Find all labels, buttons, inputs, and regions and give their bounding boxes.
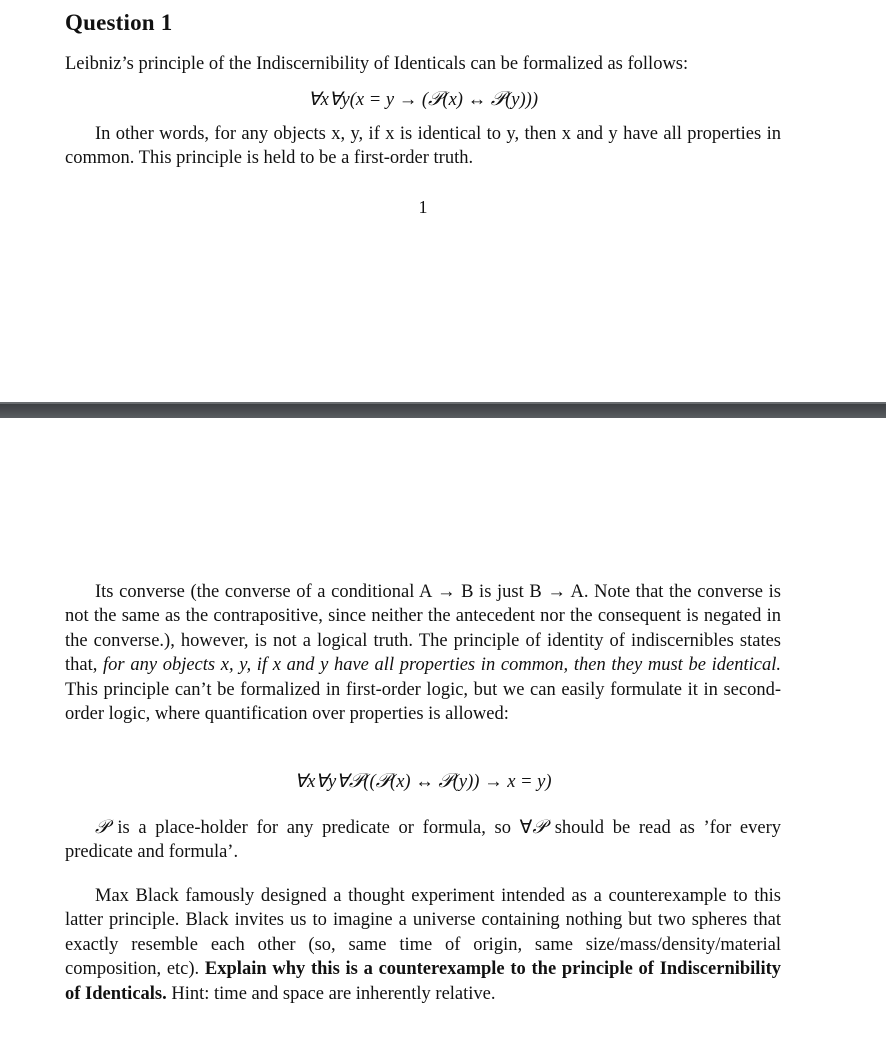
max-black-paragraph [65,884,781,1006]
placeholder-text-2: should be read as ’for every predicate and formula’. [65,818,781,863]
predicate-symbol: 𝒫 [375,770,391,792]
predicate-symbol: 𝒫 [348,770,364,792]
converse-paragraph [65,580,781,726]
intro-paragraph: Leibniz’s principle of the Indiscernibility of Identicals can be formalized as follows: [65,54,689,74]
converse-text-part2: This principle can’t be formalized in first-order logic, but we can easily formulate it in second-order logic, where quantification over properties is allowed: [65,679,781,725]
formula-indiscernibility-of-identicals [0,88,846,111]
formula2-left-argument: (x) ↔ [390,772,439,792]
formula-quantifiers: ∀x∀y( [308,90,356,110]
converse-text-part1: Its converse (the converse of a conditional A → B is just B → A. Note that the converse is not the same as the contrapositive, since neither the antecedent nor the consequent is negated in the converse.), however, is not a logical truth. The principle of identity of indiscernibles states that, [65,582,781,676]
formula-left-argument: (x) ↔ [442,90,491,110]
pdf-page-2 [0,418,886,1056]
max-black-hint: Hint: time and space are inherently relative. [166,983,496,1004]
converse-italic-statement: for any objects x, y, if x and y have all properties in common, then they must be identical. [103,655,781,676]
predicate-symbol: 𝒫 [427,88,443,110]
formula-identity-of-indiscernibles [0,770,846,793]
formula2-right-argument: (y)) → x = y) [452,772,552,792]
predicate-symbol: 𝒫 [438,770,453,792]
explanation-paragraph: In other words, for any objects x, y, if x is identical to y, then x and y have all properties in common. This principle is held to be a first-order truth. [65,124,781,169]
max-black-text-part1: Max Black famously designed a thought experiment intended as a counterexample to this latter principle. Black invites us to imagine a universe containing nothing but two spheres that exactly resemble each other (so, same time of origin, same size/mass/density/material composition, etc). [65,886,781,980]
question-prompt-bold: Explain why this is a counterexample to the principle of Indiscernibility of Identicals. [65,959,781,1004]
page-number: 1 [418,197,428,217]
predicate-symbol: 𝒫 [490,88,506,110]
page-divider-highlight [0,402,886,404]
question-heading: Question 1 [65,10,173,35]
formula-right-argument: (y))) [505,90,538,110]
formula2-quantifiers: ∀x∀y∀ [294,772,349,792]
formula2-open: (( [363,772,376,792]
predicate-symbol: 𝒫 [532,817,547,838]
placeholder-paragraph [65,816,781,865]
placeholder-text: is a place-holder for any predicate or formula, so ∀ [108,818,533,838]
predicate-symbol: 𝒫 [95,817,109,838]
formula-equality: x = y → ( [355,90,428,110]
pdf-page-1 [0,0,886,402]
page-divider [0,402,886,418]
